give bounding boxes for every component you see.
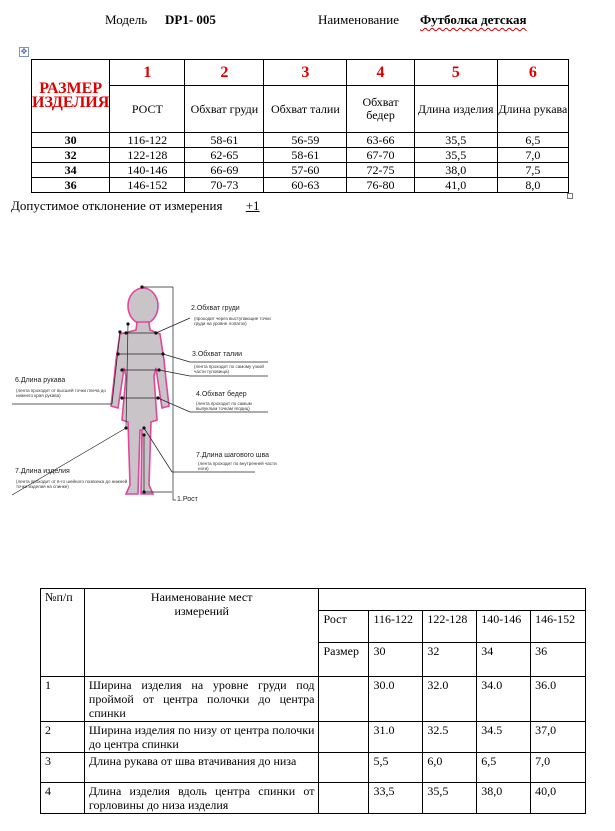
row-value: 5,5 (369, 753, 423, 783)
note-chest: (проходит через выступающие точки груди на уровне лопаток) (194, 316, 271, 326)
child-silhouette (111, 288, 169, 494)
value-cell: 8,0 (497, 178, 568, 193)
value-cell: 63-66 (347, 133, 414, 148)
value-cell: 146-152 (110, 178, 185, 193)
tolerance-note (11, 198, 260, 214)
label-length: 7.Длина изделия (15, 468, 70, 475)
label-inseam: 7.Длина шагового шва (196, 452, 269, 459)
value-cell: 58-61 (185, 133, 264, 148)
size-cell: 32 (32, 148, 110, 163)
measurement-figure (10, 280, 280, 515)
column-label: Длина изделия (414, 86, 497, 133)
value-cell: 35,5 (414, 148, 497, 163)
size-cell: 34 (32, 163, 110, 178)
name-label: Наименование (318, 12, 399, 27)
row-value: 30.0 (369, 677, 423, 722)
size-value: 34 (477, 643, 531, 677)
row-value: 34.0 (477, 677, 531, 722)
column-number: 5 (414, 60, 497, 86)
row-num: 2 (41, 722, 85, 753)
size-value: 30 (369, 643, 423, 677)
height-value: 140-146 (477, 611, 531, 643)
row-name: Длина рукава от шва втачивания до низа (84, 753, 319, 783)
note-sleeve: (лента проходит от высшей точки плеча до нижнего края рукава) (16, 388, 106, 398)
row-value: 37,0 (531, 722, 586, 753)
value-cell: 38,0 (414, 163, 497, 178)
row-blank (319, 677, 369, 722)
table-row (32, 178, 569, 193)
column-label: Длина рукава (497, 86, 568, 133)
value-cell: 6,5 (497, 133, 568, 148)
column-label: Обхват груди (185, 86, 264, 133)
row-name: Длина изделия вдоль центра спинки от горловины до низа изделия (84, 783, 319, 814)
value-cell: 62-65 (185, 148, 264, 163)
row-blank (319, 753, 369, 783)
table-row (32, 163, 569, 178)
table-row (41, 783, 586, 814)
value-cell: 60-63 (264, 178, 347, 193)
value-cell: 116-122 (110, 133, 185, 148)
row-value: 34.5 (477, 722, 531, 753)
row-name: Ширина изделия на уровне груди под проймой от центра полочки до центра спинки (84, 677, 319, 722)
value-cell: 7,0 (497, 148, 568, 163)
row-name: Ширина изделия по низу от центра полочки до центра спинки (84, 722, 319, 753)
size-header: РАЗМЕР ИЗДЕЛИЯ (32, 60, 110, 133)
name-value[interactable]: Футболка детская (420, 12, 527, 27)
table-row (41, 753, 586, 783)
row-value: 6,0 (423, 753, 477, 783)
value-cell: 140-146 (110, 163, 185, 178)
column-number: 4 (347, 60, 414, 86)
note-length: (лента проходит от 6-го шейного позвонка до нижней точки изделия на спинке) (16, 479, 128, 489)
value-cell: 41,0 (414, 178, 497, 193)
label-waist: 3.Обхват талии (192, 351, 243, 358)
table-row (32, 133, 569, 148)
value-cell: 76-80 (347, 178, 414, 193)
model-label: Модель (105, 12, 148, 27)
column-number: 2 (185, 60, 264, 86)
note-hips: (лента проходит по самым выпуклым точкам ягодиц) (196, 401, 252, 411)
header-blank (319, 589, 586, 611)
column-number: 1 (110, 60, 185, 86)
size-cell: 30 (32, 133, 110, 148)
table-row (32, 148, 569, 163)
col-name-header-text: Наименование мест измерений (150, 590, 253, 618)
height-value: 146-152 (531, 611, 586, 643)
col-name-header (84, 589, 319, 677)
value-cell: 67-70 (347, 148, 414, 163)
row-num: 1 (41, 677, 85, 722)
table-resize-handle[interactable] (567, 193, 573, 199)
value-cell: 66-69 (185, 163, 264, 178)
value-cell: 122-128 (110, 148, 185, 163)
note-inseam: (лента проходит по внутренней части ноги) (198, 461, 277, 471)
tolerance-value: +1 (245, 198, 260, 213)
note-waist: (лента проходит по самому узкой части туловища) (194, 364, 264, 374)
height-value: 122-128 (423, 611, 477, 643)
label-chest: 2.Обхват груди (191, 305, 240, 312)
table-row (41, 722, 586, 753)
size-label: Размер (319, 643, 369, 677)
row-blank (319, 722, 369, 753)
row-num: 3 (41, 753, 85, 783)
value-cell: 70-73 (185, 178, 264, 193)
label-sleeve: 6.Длина рукава (15, 377, 66, 384)
value-cell: 56-59 (264, 133, 347, 148)
size-value: 32 (423, 643, 477, 677)
column-number: 6 (497, 60, 568, 86)
row-value: 40,0 (531, 783, 586, 814)
row-value: 35,5 (423, 783, 477, 814)
table-move-handle-icon[interactable]: ✥ (20, 47, 28, 56)
size-value: 36 (531, 643, 586, 677)
size-table (31, 59, 569, 193)
value-cell: 72-75 (347, 163, 414, 178)
row-value: 38,0 (477, 783, 531, 814)
value-cell: 35,5 (414, 133, 497, 148)
row-value: 32.5 (423, 722, 477, 753)
row-value: 36.0 (531, 677, 586, 722)
height-label: Рост (319, 611, 369, 643)
column-label: РОСТ (110, 86, 185, 133)
row-blank (319, 783, 369, 814)
value-cell: 58-61 (264, 148, 347, 163)
row-value: 6,5 (477, 753, 531, 783)
value-cell: 57-60 (264, 163, 347, 178)
row-value: 7,0 (531, 753, 586, 783)
column-number: 3 (264, 60, 347, 86)
model-code: DP1- 005 (165, 12, 216, 27)
column-label: Обхват талии (264, 86, 347, 133)
row-value: 31.0 (369, 722, 423, 753)
height-value: 116-122 (369, 611, 423, 643)
document-header (0, 12, 615, 32)
row-value: 32.0 (423, 677, 477, 722)
value-cell: 7,5 (497, 163, 568, 178)
size-cell: 36 (32, 178, 110, 193)
row-value: 33,5 (369, 783, 423, 814)
label-hips: 4.Обхват бедер (196, 391, 247, 398)
measurement-table (40, 588, 586, 814)
col-num-header: №п/п (41, 589, 85, 677)
label-height: 1.Рост (177, 496, 198, 503)
tolerance-text: Допустимое отклонение от измерения (11, 198, 223, 213)
column-label: Обхват бедер (347, 86, 414, 133)
table-row (41, 677, 586, 722)
row-num: 4 (41, 783, 85, 814)
